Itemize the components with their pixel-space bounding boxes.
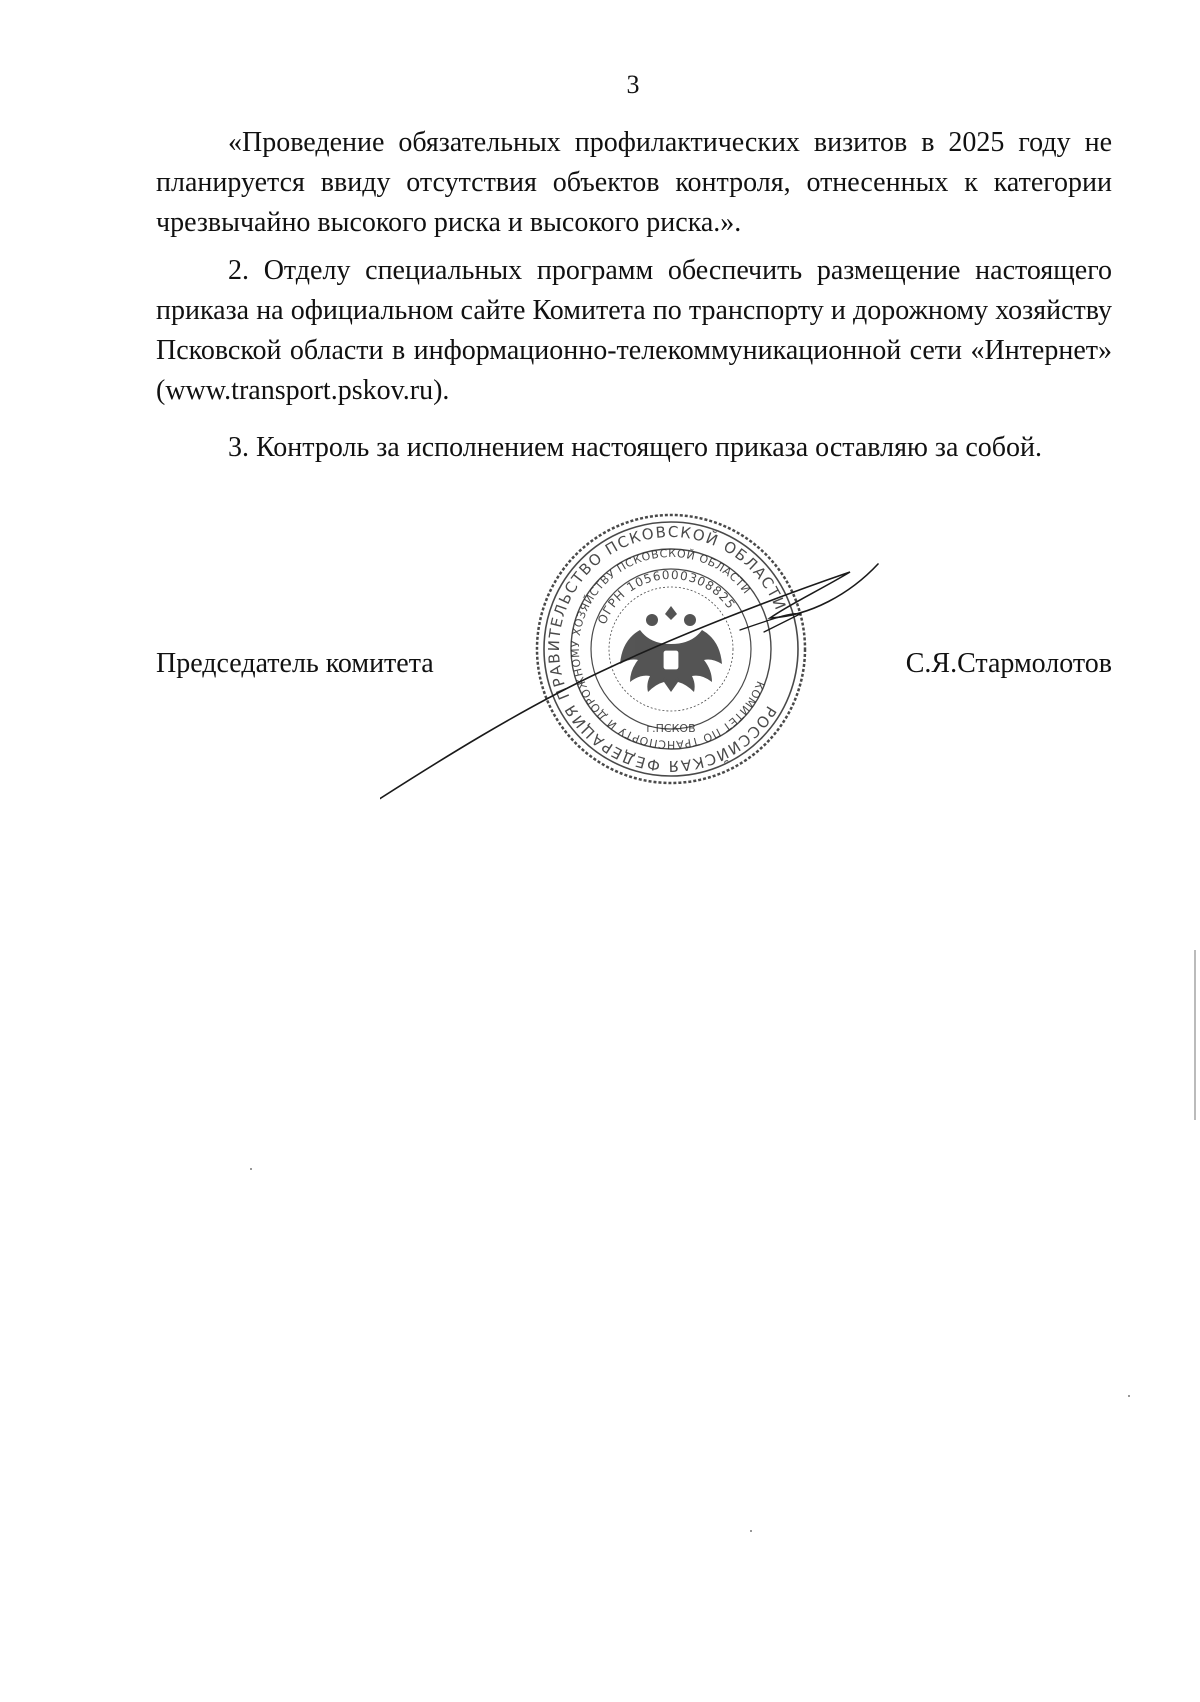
handwritten-signature (380, 560, 940, 830)
scan-edge-mark (1194, 950, 1196, 1120)
seal-outer-text: РОССИЙСКАЯ ФЕДЕРАЦИЯ ПРАВИТЕЛЬСТВО ПСКОВСКОЙ ОБЛАСТИ (544, 522, 790, 776)
page-number: 3 (626, 70, 640, 99)
scan-speck (1128, 1395, 1130, 1397)
seal-ogrn-text: ОГРН 1056000308825 (594, 567, 739, 627)
signer-position: Председатель комитета (156, 648, 434, 679)
paragraph-control (156, 428, 1112, 468)
paragraph-text: «Проведение обязательных профилактических визитов в 2025 году не планируется ввиду отсутствия объектов контроля, отнесенных к категории чрезвычайно высокого риска и высокого риска.». (156, 127, 1112, 238)
scan-speck (250, 1168, 252, 1170)
paragraph-text: 3. Контроль за исполнением настоящего приказа оставляю за собой. (228, 432, 1043, 463)
paragraph-publication (156, 251, 1112, 411)
seal-city-text: г.ПСКОВ (646, 722, 696, 735)
paragraph-visits (156, 123, 1112, 243)
signer-name: С.Я.Стармолотов (905, 648, 1112, 679)
scan-speck (750, 1530, 752, 1532)
paragraph-text: 2. Отделу специальных программ обеспечить размещение настоящего приказа на официальном сайте Комитета по транспорту и дорожному хозяйству Псковской области в информационно-телекоммуникационной сети «Интернет» (www.transport.pskov.ru). (156, 255, 1112, 406)
seal-inner-text: КОМИТЕТ ПО ТРАНСПОРТУ И ДОРОЖНОМУ ХОЗЯЙСТВУ ПСКОВСКОЙ ОБЛАСТИ (568, 546, 767, 752)
